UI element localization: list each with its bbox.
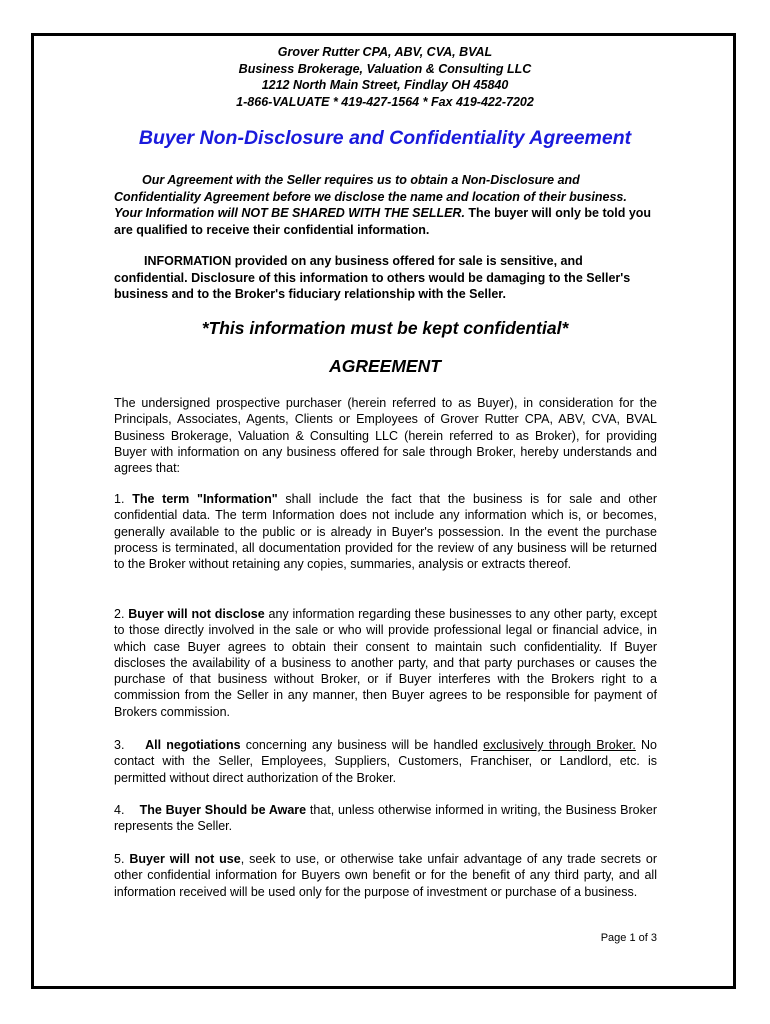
clause-rest-text: No contact with the Seller, Employees, Suppliers, Customers, Franchiser, or Landlord, etc. is permitted without direct authorization of the Broker. xyxy=(114,738,658,785)
intro-paragraph-1 xyxy=(114,172,657,238)
clause-text: any information regarding these businesses to any other party, except to those directly involved in the sale or who will provide professional legal or financial advice, in which case Buyer agrees to obtain their consent to maintain such confidentiality. If Buyer discloses the availability of a business to another party, and that party purchases or causes the purchase of that business without Broker, or if Buyer interferes with the Brokers right to a commission from the Seller in any manner, then Buyer agrees to be responsible for payment of Brokers commission. xyxy=(114,607,657,719)
clause-lead: All negotiations xyxy=(145,738,241,752)
firm-name: Grover Rutter CPA, ABV, CVA, BVAL xyxy=(277,45,493,59)
clause-number: 2. xyxy=(114,607,125,621)
clause-4 xyxy=(114,802,657,835)
clause-5 xyxy=(114,851,657,900)
document-title: Buyer Non-Disclosure and Confidentiality Agreement xyxy=(138,127,632,149)
firm-address: 1212 North Main Street, Findlay OH 45840 xyxy=(261,78,509,92)
agreement-heading: AGREEMENT xyxy=(329,356,441,376)
clause-number: 1. xyxy=(114,492,125,506)
clause-3 xyxy=(114,737,657,786)
clause-2 xyxy=(114,606,657,720)
clause-text: , seek to use, or otherwise take unfair advantage of any trade secrets or other confidential information for Buyers own benefit or for the benefit of any third party, and all information received will be used only for the purpose of investment or purchase of a business. xyxy=(114,852,658,899)
clause-underlined-text: exclusively through Broker. xyxy=(483,738,636,752)
intro-paragraph-2: INFORMATION provided on any business offered for sale is sensitive, and confidential. Disclosure of this information to others would be damaging to the Seller's business and to the Broker's fiduciary relationship with the Seller. xyxy=(114,254,631,301)
clause-text: shall include the fact that the business is for sale and other confidential data. The term Information does not include any information which is, or becomes, generally available to the public or is already in Buyer's possession. In the event the purchase process is terminated, all documentation provided for the review of any business will be returned to the Broker without retaining any copies, summaries, analysis or extracts thereof. xyxy=(114,492,658,572)
clause-lead: Buyer will not use xyxy=(129,852,241,866)
clause-lead: The term "Information" xyxy=(132,492,278,506)
clause-text: that, unless otherwise informed in writing, the Business Broker represents the Seller. xyxy=(114,803,657,834)
page-number: Page 1 of 3 xyxy=(600,932,657,944)
clause-lead: The Buyer Should be Aware xyxy=(139,803,307,817)
agreement-preamble: The undersigned prospective purchaser (herein referred to as Buyer), in consideration for the Principals, Associates, Agents, Clients or Employees of Grover Rutter CPA, ABV, CVA, BVAL Business Brokerage, Valuation & Consulting LLC (herein referred to as Broker), for providing Buyer with information on any business offered for sale through Broker, hereby understands and agrees that: xyxy=(114,396,657,476)
intro-italic-text: Our Agreement with the Seller requires us to obtain a Non-Disclosure and Confidentiality Agreement before we disclose the name and location of their business. Your Information will NOT BE SHARED WITH THE SELLER. xyxy=(114,173,627,220)
firm-phone: 1-866-VALUATE * 419-427-1564 * Fax 419-422-7202 xyxy=(236,94,534,109)
clause-number: 3. xyxy=(114,738,125,752)
clause-lead: Buyer will not disclose xyxy=(128,607,265,621)
confidential-note: *This information must be kept confidential* xyxy=(201,318,569,338)
intro-rest-text: The buyer will only be told you are qualified to receive their confidential information. xyxy=(114,206,652,237)
clause-text: concerning any business will be handled xyxy=(240,738,484,752)
clause-number: 4. xyxy=(114,803,125,817)
firm-subtitle: Business Brokerage, Valuation & Consulting LLC xyxy=(238,61,532,76)
letterhead xyxy=(0,44,770,110)
clause-1 xyxy=(114,491,657,572)
clause-number: 5. xyxy=(114,852,125,866)
